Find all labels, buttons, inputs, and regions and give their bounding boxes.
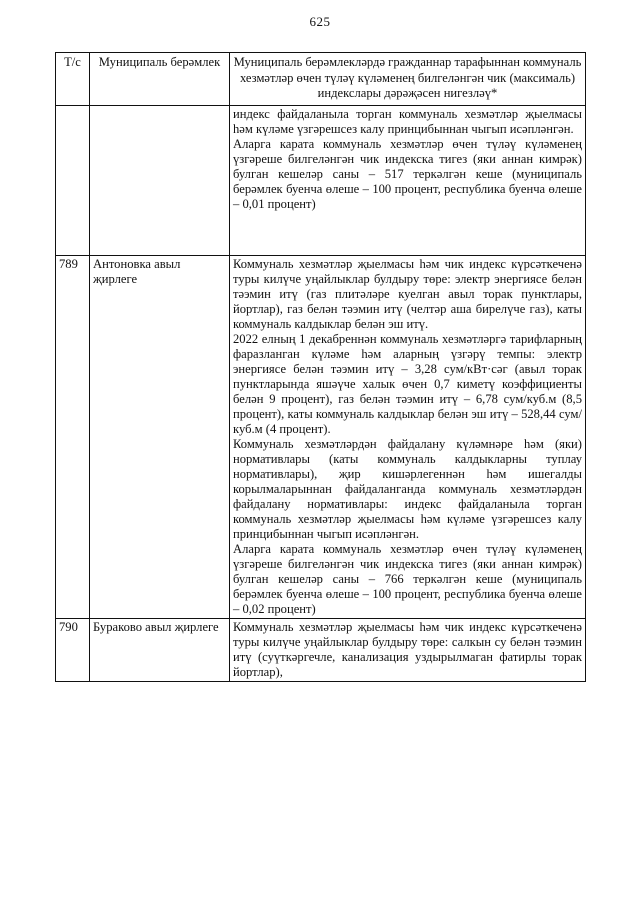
table-row xyxy=(56,105,586,255)
table-header-row xyxy=(56,53,586,106)
row-number: 790 xyxy=(56,618,90,681)
row-justification xyxy=(230,255,586,618)
row-municipality: Антоновка авыл җирлеге xyxy=(90,255,230,618)
table-row xyxy=(56,618,586,681)
paragraph: Коммуналь хезмәтләрдән файдалану күләмнәре һәм (яки) нормативлары (каты коммуналь калдыкларны туплау нормативлары), җир кишәрлегеннән һәм ишегалды корылмаларыннан файдаланганда коммуналь хезмәтләрдән файдалану нормативлары: индекс файдаланыла торган коммуналь хезмәтләр җыелмасы һәм күләме үзгәрешсез калу принцибыннан чыгып исәпләнгән. xyxy=(233,436,582,541)
paragraph: Коммуналь хезмәтләр җыелмасы һәм чик индекс күрсәткеченә туры килүче уңайлыклар булдыру төре: электр энергиясе белән тәэмин итү (газ плитәләре куелган авыл торак пунктлары, йортлар), газ белән тәэмин итү (челтәр аша бирелүче газ), каты коммуналь калдыклар белән эш итү. xyxy=(233,256,582,331)
page-number: 625 xyxy=(309,14,331,29)
paragraph: индекс файдаланыла торган коммуналь хезмәтләр җыелмасы һәм күләме үзгәрешсез калу принцибыннан чыгып исәпләнгән. xyxy=(233,106,582,136)
row-municipality xyxy=(90,105,230,255)
paragraph: Аларга карата коммуналь хезмәтләр өчен түләү күләменең үзгәреше билгеләнгән чик индекска тигез (яки аннан кимрәк) булган кешеләр саны – 766 теркәлгән кеше (муниципаль берәмлек буенча өлеше – 100 процент, республика буенча өлеше – 0,02 процент) xyxy=(233,541,582,616)
row-number xyxy=(56,105,90,255)
header-municipality: Муниципаль берәмлек xyxy=(90,53,230,106)
paragraph: 2022 елның 1 декабреннән коммуналь хезмәтләргә тарифларның фаразланган күләме һәм аларның үзгәрү темпы: электр энергиясе белән тәэмин итү – 3,28 сум/кВт·сәг (авыл торак пунктларында яшәүче халык өчен 0,7 киметү коэффициенты белән 9 процент), газ белән тәэмин итү – 6,78 сум/куб.м (8,5 процент), каты коммуналь калдыклар белән эш итү – 528,44 сум/куб.м (4 процент). xyxy=(233,331,582,436)
header-number: Т/с xyxy=(56,53,90,106)
row-number: 789 xyxy=(56,255,90,618)
tariff-index-table xyxy=(55,52,586,682)
header-justification: Муниципаль берәмлекләрдә гражданнар тарафыннан коммуналь хезмәтләр өчен түләү күләменең билгеләнгән чик (максималь) индекслары дәрәҗәсен нигезләү* xyxy=(230,53,586,106)
paragraph: Аларга карата коммуналь хезмәтләр өчен түләү күләменең үзгәреше билгеләнгән чик индекска тигез (яки аннан кимрәк) булган кешеләр саны – 517 теркәлгән кеше (муниципаль берәмлек буенча өлеше – 100 процент, республика буенча өлеше – 0,01 процент) xyxy=(233,136,582,211)
row-municipality: Бураково авыл җирлеге xyxy=(90,618,230,681)
table-row xyxy=(56,255,586,618)
row-justification xyxy=(230,618,586,681)
row-justification xyxy=(230,105,586,255)
paragraph: Коммуналь хезмәтләр җыелмасы һәм чик индекс күрсәткеченә туры килүче уңайлыклар булдыру төре: салкын су белән тәэмин итү (суүткәргечле, канализация уздырылмаган фатирлы торак йортлар), xyxy=(233,619,582,679)
